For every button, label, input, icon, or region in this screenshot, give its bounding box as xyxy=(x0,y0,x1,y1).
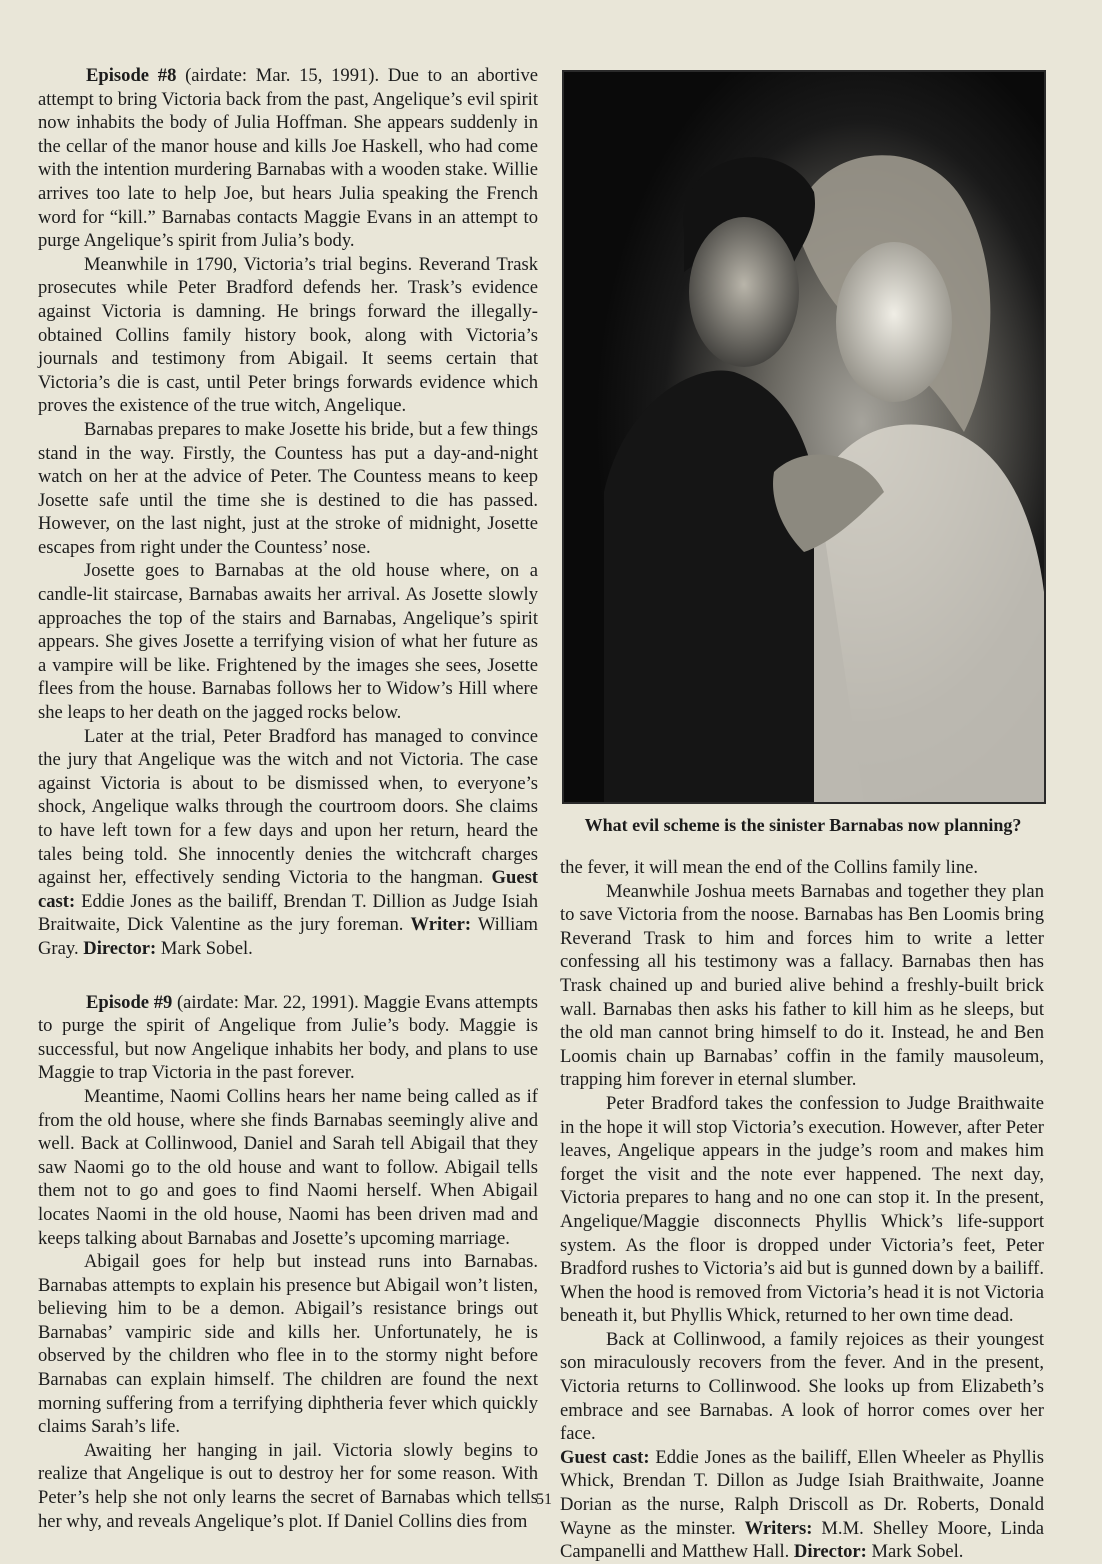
episode9-paragraph-5: Meanwhile Joshua meets Barnabas and together they plan to save Victoria from the noose. Barnabas has Ben Loomis bring Reverand Trask to him and forces him to write a letter confessing all his testimony was a fallacy. Barnabas then has Trask chained up and buried alive behind a freshly-built brick wall. Barnabas then asks his father to kill him as he sleeps, but the old man cannot bring himself to do it. Instead, he and Ben Loomis chain up Barnabas’ coffin in the family mausoleum, trapping him forever in eternal slumber. xyxy=(560,880,1044,1091)
episode8-director-label: Director: xyxy=(83,937,157,959)
episode8-paragraph-3: Barnabas prepares to make Josette his bride, but a few things stand in the way. Firstly, the Countess has put a day-and-night watch on her at the advice of Peter. The Countess means to keep Josette safe until the time she is destined to die has passed. However, on the last night, just at the stroke of midnight, Josette escapes from right under the Countess’ nose. xyxy=(38,418,538,558)
episode9-director-label: Director: xyxy=(793,1541,867,1563)
episode8-paragraph-4: Josette goes to Barnabas at the old house where, on a candle-lit staircase, Barnabas awaits her arrival. As Josette slowly approaches the top of the stairs and Barnabas, Angelique’s spirit appears. She gives Josette a terrifying vision of what her future as a vampire will be like. Frightened by the images she sees, Josette flees from the house. Barnabas follows her to Widow’s Hill where she leaps to her death on the jagged rocks below. xyxy=(38,560,538,724)
episode8-paragraph-2: Meanwhile in 1790, Victoria’s trial begins. Reverand Trask prosecutes while Peter Bradford defends her. Trask’s evidence against Victoria is damning. He brings forward the illegally-obtained Collins family history book, along with Victoria’s journals and testimony from Abigail. It seems certain that Victoria’s die is cast, until Peter brings forwards evidence which proves the existence of the true witch, Angelique. xyxy=(38,253,538,417)
episode9-writers-label: Writers: xyxy=(744,1517,813,1539)
episode9-paragraph-1: Episode #9 (airdate: Mar. 22, 1991). Maggie Evans attempts to purge the spirit of Angelique from Julie’s body. Maggie is successful, but now Angelique inhabits her body, and plans to use Maggie to trap Victoria in the past forever. xyxy=(38,991,538,1084)
episode9-cast-label: Guest cast: xyxy=(560,1446,650,1468)
episode8-paragraph-1: Episode #8 (airdate: Mar. 15, 1991). Due to an abortive attempt to bring Victoria back from the past, Angelique’s evil spirit now inhabits the body of Julia Hoffman. She appears suddenly in the cellar of the manor house and kills Joe Haskell, who had come with the intention murdering Barnabas with a wooden stake. Willie arrives too late to help Joe, but hears Julia speaking the French word for “kill.” Barnabas contacts Maggie Evans in an attempt to purge Angelique’s spirit from Julia’s body. xyxy=(38,65,539,252)
episode9-paragraph-2: Meantime, Naomi Collins hears her name being called as if from the old house, where she finds Barnabas seemingly alive and well. Back at Collinwood, Daniel and Sarah tell Abigail that they saw Naomi go to the old house and want to follow. Abigail tells them not to go and goes to find Naomi herself. When Abigail locates Naomi in the old house, Naomi has been driven mad and keeps talking about Barnabas and Josette’s upcoming marriage. xyxy=(38,1085,538,1249)
episode9-paragraph-6: Peter Bradford takes the confession to Judge Braithwaite in the hope it will stop Victoria’s execution. However, after Peter leaves, Angelique appears in the judge’s room and makes him forget the visit and the note ever happened. The next day, Victoria prepares to hang and no one can stop it. In the present, Angelique/Maggie disconnects Phyllis Whick’s life-support system. As the floor is dropped under Victoria’s feet, Peter Bradford rushes to Victoria’s aid but is gunned down by a bailiff. When the hood is removed from Victoria’s head it is not Victoria beneath it, but Phyllis Whick, returned to her own time dead. xyxy=(560,1092,1044,1327)
photo-barnabas-victoria xyxy=(562,70,1046,804)
episode8-heading: Episode #8 xyxy=(86,65,177,86)
photo-illustration xyxy=(564,72,1044,802)
episode8-cast-label: Guest cast: xyxy=(38,867,538,912)
page-number: 51 xyxy=(536,1491,552,1508)
episode8-writer-label: Writer: xyxy=(410,914,472,936)
episode9-heading: Episode #9 xyxy=(86,991,173,1013)
left-column xyxy=(38,64,538,1533)
photo-caption: What evil scheme is the sinister Barnabas now planning? xyxy=(584,815,1022,835)
episode9-credits: Guest cast: Eddie Jones as the bailiff, Ellen Wheeler as Phyllis Whick, Brendan T. Dillon as Judge Isiah Braithwaite, Joanne Dorian as the nurse, Ralph Driscoll as Dr. Roberts, Donald Wayne as the minster. Writers: M.M. Shelley Moore, Linda Campanelli and Matthew Hall. Director: Mark Sobel. xyxy=(560,1446,1044,1563)
right-column xyxy=(560,856,1044,1564)
episode9-paragraph-7: Back at Collinwood, a family rejoices as their youngest son miraculously recovers from the fever. And in the present, Victoria returns to Collinwood. She looks up from Elizabeth’s embrace and see Barnabas. A look of horror comes over her face. xyxy=(560,1328,1044,1445)
episode9-paragraph-4: Awaiting her hanging in jail. Victoria slowly begins to realize that Angelique is out to destroy her for some reason. With Peter’s help she not only learns the secret of Barnabas which tells her why, and reveals Angelique’s plot. If Daniel Collins dies from xyxy=(38,1439,538,1532)
episode8-paragraph-5: Later at the trial, Peter Bradford has managed to convince the jury that Angelique was the witch and not Victoria. The case against Victoria is about to be dismissed when, to everyone’s shock, Angelique walks through the courtroom doors. She claims to have left town for a few days and upon her return, heard the tales being told. She innocently denies the witchcraft charges against her, effectively sending Victoria to the hangman. Guest cast: Eddie Jones as the bailiff, Brendan T. Dillion as Judge Isiah Braitwaite, Dick Valentine as the jury foreman. Writer: William Gray. Director: Mark Sobel. xyxy=(38,725,538,959)
episode9-paragraph-4-continued: the fever, it will mean the end of the Collins family line. xyxy=(560,857,979,878)
episode9-paragraph-3: Abigail goes for help but instead runs into Barnabas. Barnabas attempts to explain his presence but Abigail won’t listen, believing him to be a demon. Abigail’s resistance brings out Barnabas’ vampiric side and kills her. Unfortunately, he is observed by the children who flee in to the stormy night before Barnabas can explain himself. The children are found the next morning suffering from a terrifying diphtheria fever which quickly claims Sarah’s life. xyxy=(38,1251,538,1438)
